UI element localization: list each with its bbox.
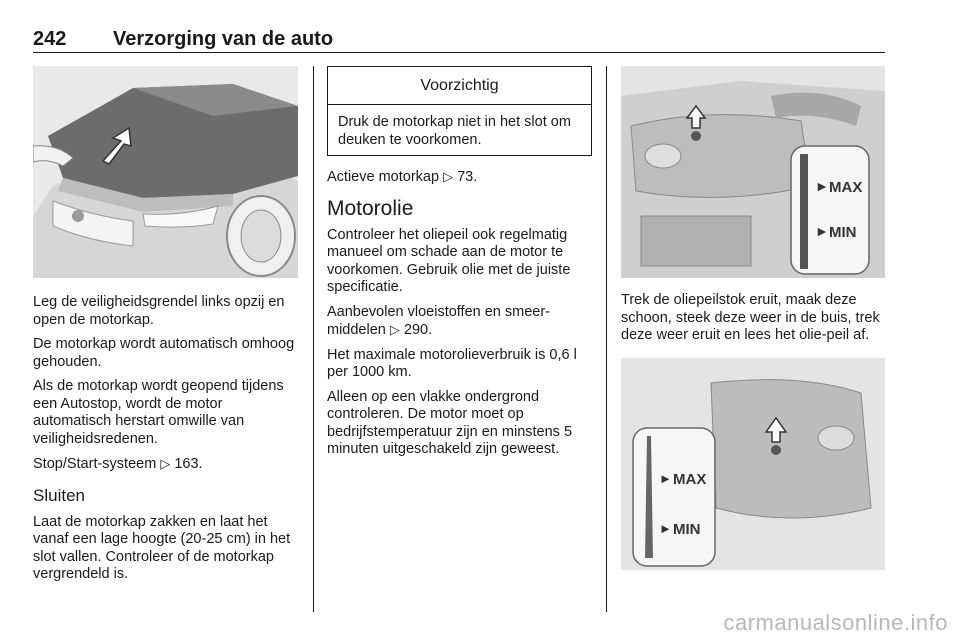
page-header bbox=[33, 28, 885, 53]
caution-box bbox=[327, 66, 592, 156]
caution-body bbox=[328, 105, 591, 155]
svg-text:►: ► bbox=[815, 223, 829, 239]
column-divider bbox=[313, 66, 314, 612]
paragraph: Controleer het oliepeil ook regelmatig manueel om schade aan de motor te voorkomen. Gebruik olie met de juiste specificatie. bbox=[327, 226, 571, 295]
paragraph: Als de motorkap wordt geopend tijdens een Autostop, wordt de motor automatisch herstart omwille van veiligheidsredenen. bbox=[33, 378, 284, 447]
reference-text: Aanbevolen vloeistoffen en smeer-middelen bbox=[327, 303, 551, 338]
paragraph: Alleen op een vlakke ondergrond controleren. De motor moet op bedrijfstemperatuur zijn en minstens 5 minuten uitgeschakeld zijn geweest. bbox=[327, 388, 573, 457]
page-reference: 73. bbox=[457, 169, 478, 185]
ref-arrow-icon: ▷ bbox=[160, 456, 171, 471]
caution-text: Druk de motorkap niet in het slot om deuken te voorkomen. bbox=[338, 114, 571, 148]
page-reference: 163. bbox=[174, 456, 203, 472]
paragraph: Trek de oliepeilstok eruit, maak deze schoon, steek deze weer in de buis, trek deze weer eruit en lees het olie-peil af. bbox=[621, 292, 880, 343]
svg-text:►: ► bbox=[659, 470, 672, 486]
dipstick-max-label: MAX bbox=[829, 179, 863, 196]
svg-text:►: ► bbox=[815, 178, 829, 194]
chapter-title: Verzorging van de auto bbox=[113, 28, 334, 50]
svg-text:►: ► bbox=[659, 520, 672, 536]
hood-opening-illustration bbox=[33, 66, 298, 278]
reference-text: Stop/Start-systeem bbox=[33, 456, 157, 472]
page-reference: 290. bbox=[403, 322, 433, 338]
reference-text: Actieve motorkap bbox=[327, 169, 440, 185]
dipstick-max-label: MAX bbox=[673, 470, 707, 488]
ref-arrow-icon: ▷ bbox=[389, 322, 400, 337]
paragraph: De motorkap wordt automatisch omhoog gehouden. bbox=[33, 336, 295, 370]
watermark: carmanualsonline.info bbox=[723, 610, 948, 635]
column-3 bbox=[621, 66, 885, 570]
engine-dipstick-location-illustration bbox=[621, 66, 885, 278]
page-number: 242 bbox=[33, 28, 67, 50]
paragraph: Leg de veiligheidsgrendel links opzij en open de motorkap. bbox=[33, 294, 285, 328]
paragraph-with-reference bbox=[327, 168, 592, 187]
paragraph: Het maximale motorolieverbruik is 0,6 l per 1000 km. bbox=[327, 346, 577, 380]
column-2 bbox=[327, 66, 592, 466]
column-divider bbox=[606, 66, 607, 612]
dipstick-reading-illustration bbox=[621, 358, 885, 570]
section-heading-motorolie: Motorolie bbox=[327, 196, 414, 220]
dipstick-min-label: MIN bbox=[829, 224, 857, 241]
column-1 bbox=[33, 66, 298, 591]
caution-title: Voorzichtig bbox=[328, 67, 591, 105]
dipstick-min-label: MIN bbox=[673, 520, 701, 538]
ref-arrow-icon: ▷ bbox=[443, 169, 454, 184]
paragraph-with-reference bbox=[327, 304, 592, 340]
subheading-sluiten: Sluiten bbox=[33, 485, 85, 505]
paragraph: Laat de motorkap zakken en laat het vanaf een lage hoogte (20-25 cm) in het slot vallen. Controleer of de motorkap vergrendeld is. bbox=[33, 513, 291, 582]
paragraph-with-reference bbox=[33, 455, 298, 474]
